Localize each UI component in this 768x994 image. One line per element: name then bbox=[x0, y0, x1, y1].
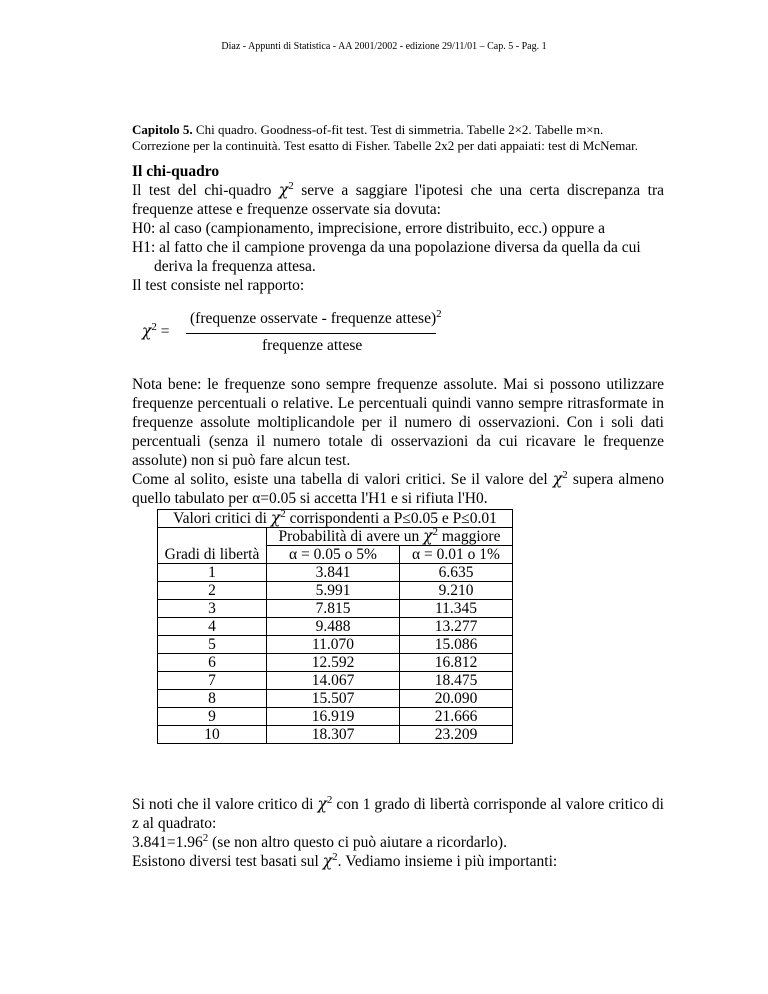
alpha-01-cell: 6.635 bbox=[400, 564, 513, 582]
numerator-text: (frequenze osservate - frequenze attese) bbox=[190, 310, 437, 327]
square-exponent: 2 bbox=[432, 526, 439, 538]
note-p1: Nota bene: le frequenze sono sempre frequenze assolute. Mai si possono utilizzare frequenze percentuali o relative. Le percentuali quindi vanno sempre ritrasformate in frequenze assolute moltiplicandole per il numero di osservazioni. Con i soli dati percentuali (senza il numero totale di osservazioni da cui ricavare le frequenze assolute) non si può fare alcun test. bbox=[132, 376, 664, 469]
page-header: Diaz - Appunti di Statistica - AA 2001/2002 - edizione 29/11/01 – Cap. 5 - Pag. 1 bbox=[221, 41, 547, 52]
closing-paragraph bbox=[132, 795, 664, 871]
alpha-05-cell: 12.592 bbox=[267, 654, 400, 672]
square-exponent: 2 bbox=[280, 508, 286, 520]
chapter-label: Capitolo 5. bbox=[132, 122, 193, 137]
square-exponent: 2 bbox=[326, 794, 333, 806]
closing-l3-b: . Vediamo insieme i più importanti: bbox=[337, 853, 558, 870]
closing-l1-a: Si noti che il valore critico di bbox=[132, 796, 318, 813]
alpha-05-cell: 7.815 bbox=[267, 600, 400, 618]
alpha-05-cell: 15.507 bbox=[267, 690, 400, 708]
intro-paragraph bbox=[132, 181, 664, 276]
chapter-summary bbox=[132, 122, 652, 154]
df-cell: 10 bbox=[158, 726, 267, 744]
table-row bbox=[158, 654, 513, 672]
chi-symbol: χ bbox=[270, 509, 281, 527]
square-exponent: 2 bbox=[562, 469, 568, 481]
square-exponent: 2 bbox=[202, 832, 209, 844]
table-title-a: Valori critici di bbox=[173, 510, 271, 527]
table-row bbox=[158, 582, 513, 600]
alpha-01-cell: 23.209 bbox=[400, 726, 513, 744]
chi-symbol: χ bbox=[278, 181, 289, 199]
chi-symbol: χ bbox=[552, 470, 563, 488]
table-subtitle-row bbox=[158, 528, 513, 546]
df-cell: 8 bbox=[158, 690, 267, 708]
table-row bbox=[158, 726, 513, 744]
closing-l3 bbox=[132, 852, 664, 871]
square-exponent: 2 bbox=[332, 851, 338, 863]
table-row bbox=[158, 672, 513, 690]
table-row bbox=[158, 600, 513, 618]
alpha-01-cell: 15.086 bbox=[400, 636, 513, 654]
formula-denominator: frequenze attese bbox=[262, 337, 363, 354]
df-cell: 9 bbox=[158, 708, 267, 726]
alpha-01-cell: 18.475 bbox=[400, 672, 513, 690]
table-row bbox=[158, 636, 513, 654]
chi-symbol: χ bbox=[322, 852, 333, 870]
closing-l1 bbox=[132, 795, 664, 833]
alpha-01-cell: 9.210 bbox=[400, 582, 513, 600]
closing-l3-a: Esistono diversi test basati sul bbox=[132, 853, 323, 870]
alpha-01-cell: 20.090 bbox=[400, 690, 513, 708]
test-intro: Il test consiste nel rapporto: bbox=[132, 277, 305, 294]
df-cell: 1 bbox=[158, 564, 267, 582]
intro-text-a: Il test del chi-quadro bbox=[132, 182, 279, 199]
chi-symbol: χ bbox=[317, 795, 327, 813]
note-p2-a: Come al solito, esiste una tabella di valori critici. Se il valore del bbox=[132, 471, 553, 488]
table-row bbox=[158, 690, 513, 708]
note-p2-b: supera almeno quello tabulato per α=0.05 si accetta l'H1 e si rifiuta l'H0. bbox=[132, 471, 665, 507]
table-title-row bbox=[158, 510, 513, 528]
empty-header-cell bbox=[158, 528, 267, 546]
formula-lhs: $\chi^2$ = bbox=[142, 321, 170, 340]
critical-values-table bbox=[157, 509, 513, 744]
alpha-01-cell: 11.345 bbox=[400, 600, 513, 618]
h1-text-a: H1: al fatto che il campione provenga da una popolazione diversa da quella da cui bbox=[132, 239, 641, 256]
square-exponent: 2 bbox=[151, 321, 157, 333]
closing-l2-b: (se non altro questo ci può aiutare a ricordarlo). bbox=[208, 834, 507, 851]
note-p2 bbox=[132, 470, 664, 508]
alpha-01-cell: 16.812 bbox=[400, 654, 513, 672]
h1-text-b: deriva la frequenza attesa. bbox=[154, 258, 316, 275]
alpha-05-cell: 16.919 bbox=[267, 708, 400, 726]
formula-numerator bbox=[190, 310, 442, 328]
closing-l1-b: con 1 grado di libertà corrisponde al valore critico di z al quadrato: bbox=[132, 796, 664, 832]
section-title: Il chi-quadro bbox=[132, 163, 220, 180]
alpha-05-cell: 3.841 bbox=[267, 564, 400, 582]
header-alpha-05: α = 0.05 o 5% bbox=[267, 546, 400, 564]
table-subtitle bbox=[267, 528, 513, 546]
alpha-05-cell: 9.488 bbox=[267, 618, 400, 636]
chi-square-formula bbox=[142, 310, 472, 358]
header-df: Gradi di libertà bbox=[158, 546, 267, 564]
chi-symbol: χ bbox=[423, 527, 433, 545]
header-alpha-01: α = 0.01 o 1% bbox=[400, 546, 513, 564]
table-row bbox=[158, 564, 513, 582]
closing-l2 bbox=[132, 833, 664, 852]
table-subtitle-b: maggiore bbox=[438, 528, 501, 545]
note-paragraph bbox=[132, 375, 664, 508]
table-row bbox=[158, 618, 513, 636]
table-header-row bbox=[158, 546, 513, 564]
alpha-01-cell: 21.666 bbox=[400, 708, 513, 726]
alpha-05-cell: 18.307 bbox=[267, 726, 400, 744]
chapter-text: Chi quadro. Goodness-of-fit test. Test di simmetria. Tabelle 2×2. Tabelle m×n. Correzione per la continuità. Test esatto di Fisher. Tabelle 2x2 per dati appaiati: test di McNemar. bbox=[132, 122, 639, 153]
df-cell: 5 bbox=[158, 636, 267, 654]
alpha-01-cell: 13.277 bbox=[400, 618, 513, 636]
square-exponent: 2 bbox=[436, 308, 442, 320]
table-title-b: corrispondenti a P≤0.05 e P≤0.01 bbox=[285, 510, 497, 527]
closing-l2-a: 3.841=1.96 bbox=[132, 834, 203, 851]
table-title bbox=[158, 510, 513, 528]
df-cell: 7 bbox=[158, 672, 267, 690]
alpha-05-cell: 14.067 bbox=[267, 672, 400, 690]
df-cell: 4 bbox=[158, 618, 267, 636]
table-subtitle-a: Probabilità di avere un bbox=[278, 528, 424, 545]
chi-symbol: χ bbox=[142, 322, 152, 340]
table-row bbox=[158, 708, 513, 726]
df-cell: 2 bbox=[158, 582, 267, 600]
square-exponent: 2 bbox=[288, 180, 294, 192]
alpha-05-cell: 5.991 bbox=[267, 582, 400, 600]
hypothesis-h0: H0: al caso (campionamento, imprecisione, errore distribuito, ecc.) oppure a bbox=[132, 220, 606, 237]
hypothesis-h1 bbox=[132, 238, 664, 276]
intro-text-b: serve a saggiare l'ipotesi che una certa discrepanza tra frequenze attese e frequenze osservate sia dovuta: bbox=[132, 182, 664, 218]
df-cell: 3 bbox=[158, 600, 267, 618]
fraction-bar bbox=[186, 333, 436, 334]
df-cell: 6 bbox=[158, 654, 267, 672]
alpha-05-cell: 11.070 bbox=[267, 636, 400, 654]
